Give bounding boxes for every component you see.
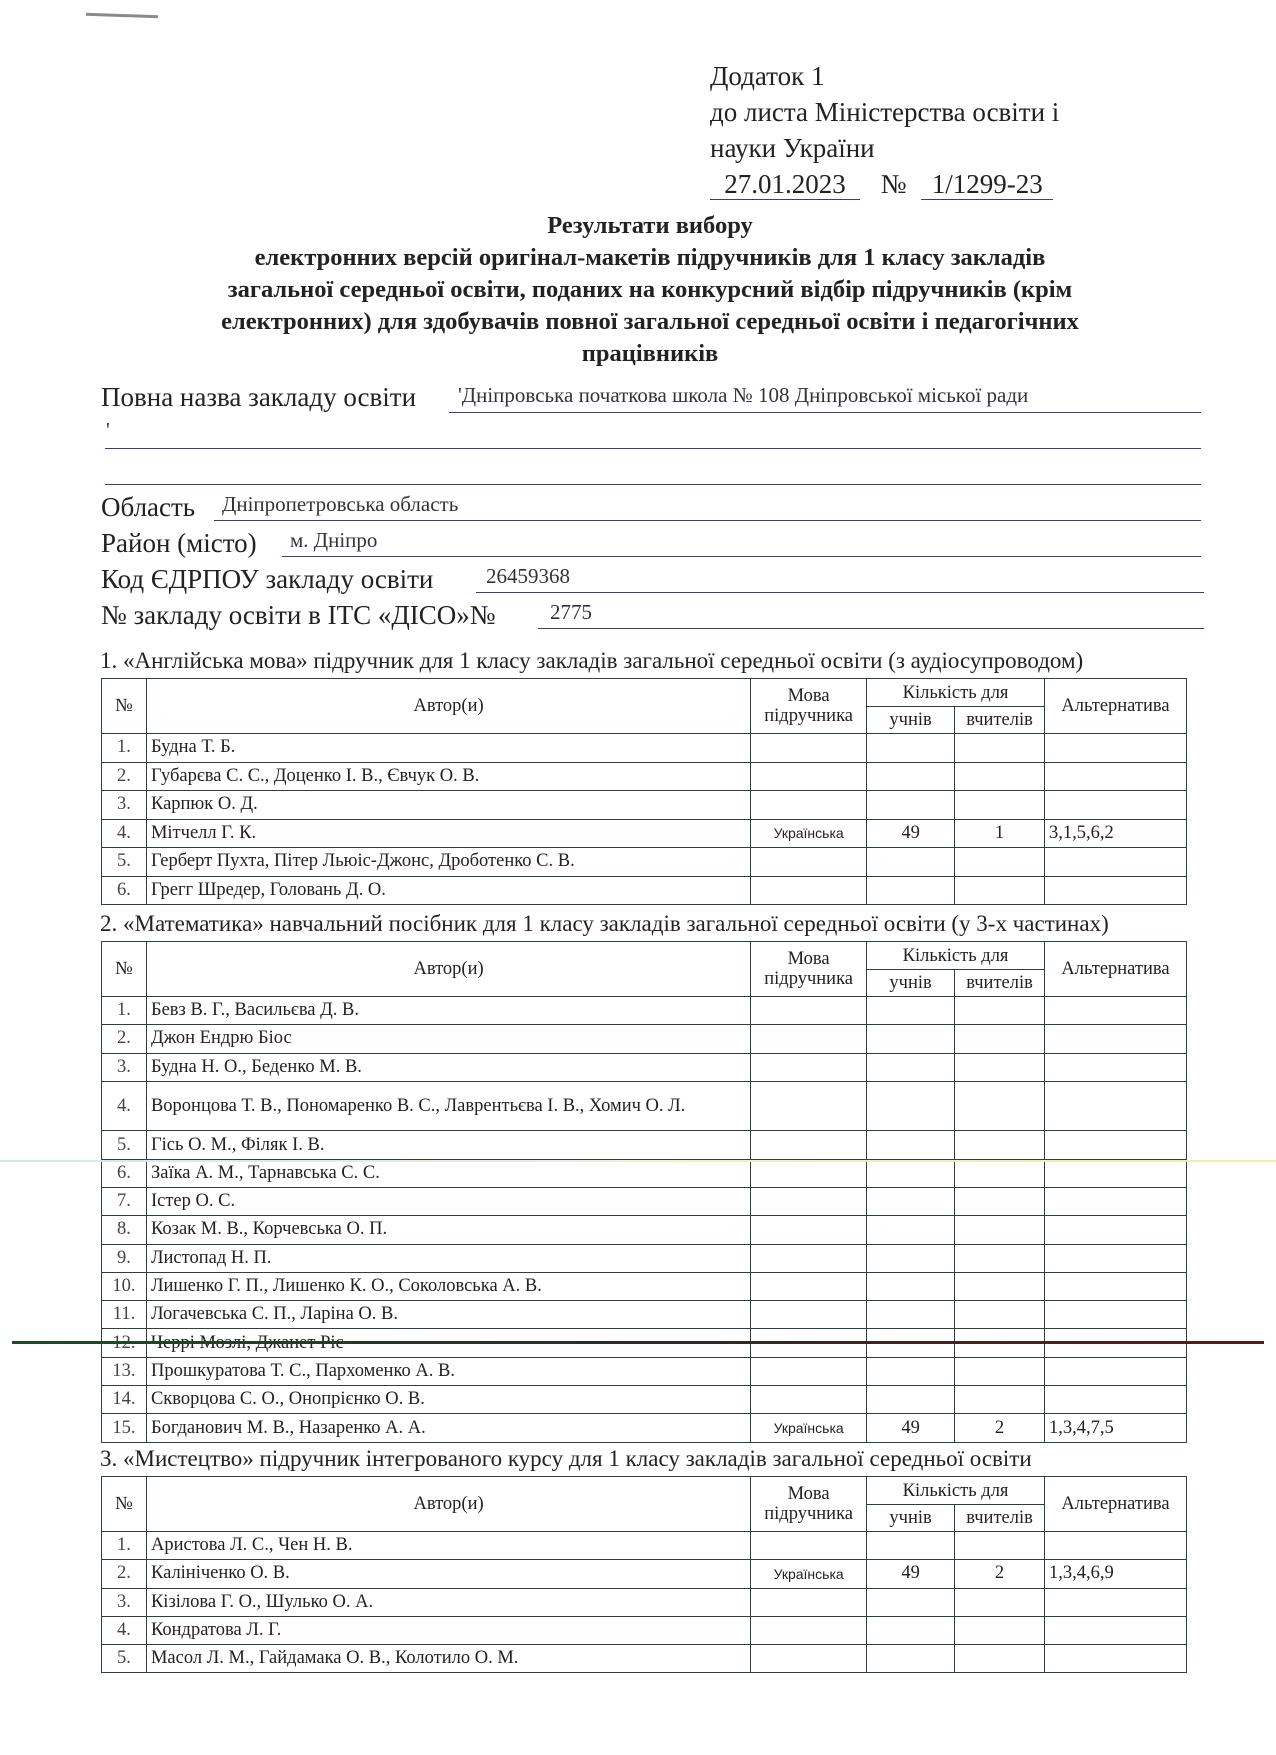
table-row: [102, 1131, 1187, 1159]
row-alternative: [1045, 1301, 1187, 1329]
row-alternative: [1045, 1616, 1187, 1644]
row-language: [751, 1053, 867, 1081]
row-teachers: [955, 1131, 1045, 1159]
table-row: [102, 1188, 1187, 1216]
row-language: [751, 1645, 867, 1673]
row-alternative: [1045, 1272, 1187, 1300]
row-authors: Калініченко О. В.: [146, 1560, 750, 1588]
header-authors: Автор(и): [146, 942, 750, 997]
section-3-title: 3. «Мистецтво» підручник інтегрованого курсу для 1 класу закладів загальної середньої освіти: [100, 1446, 1032, 1471]
school-name-label: Повна назва закладу освіти: [101, 382, 417, 412]
row-students: [867, 1053, 955, 1081]
row-language: [751, 997, 867, 1025]
addendum-line-3: науки України: [710, 133, 875, 163]
row-students: [867, 734, 955, 763]
row-teachers: [955, 791, 1045, 820]
header-students: учнів: [867, 1505, 955, 1532]
row-students: 49: [867, 1414, 955, 1442]
row-teachers: [955, 1357, 1045, 1385]
row-language: [751, 1301, 867, 1329]
row-authors: Масол Л. М., Гайдамака О. В., Колотило О. М.: [146, 1645, 750, 1673]
scan-mark: [86, 13, 158, 19]
row-alternative: [1045, 876, 1187, 905]
row-teachers: 2: [955, 1560, 1045, 1588]
header-language: Мова підручника: [751, 679, 867, 734]
row-students: [867, 1272, 955, 1300]
row-number: 3.: [102, 1588, 147, 1616]
row-authors: Мітчелл Г. К.: [146, 819, 750, 848]
section-2-table: [101, 941, 1187, 1443]
row-authors: Джон Ендрю Біос: [146, 1025, 750, 1053]
row-students: [867, 762, 955, 791]
region-label: Область: [101, 492, 196, 522]
header-authors: Автор(и): [146, 1477, 750, 1532]
district-line: [282, 556, 1201, 557]
row-alternative: 1,3,4,7,5: [1045, 1414, 1187, 1442]
row-alternative: [1045, 734, 1187, 763]
row-teachers: [955, 876, 1045, 905]
header-teachers: вчителів: [955, 707, 1045, 734]
row-alternative: [1045, 791, 1187, 820]
title-line-3: загальної середньої освіти, поданих на конкурсний відбір підручників (крім: [227, 276, 1073, 303]
header-students: учнів: [867, 970, 955, 997]
table-row: [102, 1588, 1187, 1616]
row-alternative: [1045, 1386, 1187, 1414]
row-number: 2.: [102, 1560, 147, 1588]
title-line-5: працівників: [581, 340, 719, 367]
row-teachers: [955, 1532, 1045, 1560]
addendum-block: [710, 58, 1059, 202]
header-no: №: [102, 679, 147, 734]
row-teachers: [955, 1216, 1045, 1244]
row-language: [751, 1588, 867, 1616]
row-teachers: [955, 848, 1045, 877]
row-number: 1.: [102, 997, 147, 1025]
header-no: №: [102, 1477, 147, 1532]
table-row: [102, 1414, 1187, 1442]
itc-label: № закладу освіти в ІТС «ДІСО»№: [101, 600, 496, 630]
row-alternative: [1045, 1532, 1187, 1560]
row-number: 6.: [102, 1159, 147, 1187]
row-students: [867, 1386, 955, 1414]
row-number: 4.: [102, 819, 147, 848]
table-row: [102, 734, 1187, 763]
section-3-table: [101, 1476, 1187, 1673]
row-students: [867, 1645, 955, 1673]
row-teachers: [955, 1244, 1045, 1272]
row-language: [751, 1616, 867, 1644]
table-row: [102, 1216, 1187, 1244]
row-teachers: [955, 1159, 1045, 1187]
row-teachers: 1: [955, 819, 1045, 848]
addendum-line-2: до листа Міністерства освіти і: [710, 97, 1060, 127]
row-language: [751, 1357, 867, 1385]
row-language: [751, 1244, 867, 1272]
row-language: [751, 1216, 867, 1244]
header-language: Мова підручника: [751, 942, 867, 997]
row-students: [867, 1131, 955, 1159]
row-authors: Кізілова Г. О., Шулько О. А.: [146, 1588, 750, 1616]
row-language: [751, 734, 867, 763]
row-teachers: [955, 1645, 1045, 1673]
row-teachers: [955, 1616, 1045, 1644]
table-row: [102, 1053, 1187, 1081]
row-authors: Заїка А. М., Тарнавська С. С.: [146, 1159, 750, 1187]
itc-value: 2775: [550, 600, 592, 624]
table-row: [102, 791, 1187, 820]
row-students: [867, 876, 955, 905]
row-alternative: [1045, 1216, 1187, 1244]
row-authors: Губарєва С. С., Доценко І. В., Євчук О. В.: [146, 762, 750, 791]
header-count: Кількість для: [867, 1477, 1045, 1505]
row-students: 49: [867, 819, 955, 848]
row-authors: Лишенко Г. П., Лишенко К. О., Соколовська А. В.: [146, 1272, 750, 1300]
row-language: [751, 1386, 867, 1414]
row-language: [751, 762, 867, 791]
row-authors: Прошкуратова Т. С., Пархоменко А. В.: [146, 1357, 750, 1385]
row-number: 5.: [102, 1645, 147, 1673]
region-value: Дніпропетровська область: [222, 492, 459, 516]
row-teachers: [955, 1301, 1045, 1329]
table-row: [102, 1301, 1187, 1329]
row-language: Українська: [751, 1560, 867, 1588]
row-number: 4.: [102, 1616, 147, 1644]
row-authors: Листопад Н. П.: [146, 1244, 750, 1272]
row-authors: Карпюк О. Д.: [146, 791, 750, 820]
table-row: [102, 1616, 1187, 1644]
table-row: [102, 1386, 1187, 1414]
header-alternative: Альтернатива: [1045, 679, 1187, 734]
row-alternative: [1045, 848, 1187, 877]
row-students: [867, 997, 955, 1025]
row-students: [867, 791, 955, 820]
itc-line: [538, 628, 1204, 629]
scan-stripe: [0, 1160, 1276, 1162]
row-students: [867, 1188, 955, 1216]
row-authors: Богданович М. В., Назаренко А. А.: [146, 1414, 750, 1442]
row-number: 10.: [102, 1272, 147, 1300]
table-row: [102, 997, 1187, 1025]
row-alternative: 3,1,5,6,2: [1045, 819, 1187, 848]
row-teachers: [955, 997, 1045, 1025]
row-students: 49: [867, 1560, 955, 1588]
row-teachers: 2: [955, 1414, 1045, 1442]
row-students: [867, 1025, 955, 1053]
row-authors: Герберт Пухта, Пітер Льюіс-Джонс, Дроботенко С. В.: [146, 848, 750, 877]
header-count: Кількість для: [867, 679, 1045, 707]
row-students: [867, 1588, 955, 1616]
row-number: 5.: [102, 1131, 147, 1159]
header-alternative: Альтернатива: [1045, 1477, 1187, 1532]
section-2-rows: [102, 997, 1187, 1443]
row-language: [751, 1081, 867, 1131]
section-1-title: 1. «Англійська мова» підручник для 1 класу закладів загальної середньої освіти (з аудіосупроводом): [100, 648, 1084, 673]
table-row: [102, 819, 1187, 848]
row-language: Українська: [751, 1414, 867, 1442]
header-teachers: вчителів: [955, 1505, 1045, 1532]
table-row: [102, 1159, 1187, 1187]
row-students: [867, 1216, 955, 1244]
row-alternative: [1045, 1645, 1187, 1673]
row-language: [751, 1188, 867, 1216]
row-language: [751, 791, 867, 820]
school-name-value-cont: ': [106, 418, 110, 442]
row-number: 7.: [102, 1188, 147, 1216]
section-1-table: [101, 678, 1187, 905]
school-name-line-2: [105, 448, 1201, 449]
row-number: 4.: [102, 1081, 147, 1131]
row-number: 13.: [102, 1357, 147, 1385]
region-line: [214, 520, 1201, 521]
row-teachers: [955, 1188, 1045, 1216]
row-language: [751, 1272, 867, 1300]
row-language: [751, 876, 867, 905]
section-1-rows: [102, 734, 1187, 905]
row-students: [867, 848, 955, 877]
table-row: [102, 1244, 1187, 1272]
row-authors: Скворцова С. О., Онопрієнко О. В.: [146, 1386, 750, 1414]
row-alternative: [1045, 997, 1187, 1025]
header-count: Кількість для: [867, 942, 1045, 970]
row-authors: Логачевська С. П., Ларіна О. В.: [146, 1301, 750, 1329]
school-name-value: 'Дніпровська початкова школа № 108 Дніпровської міської ради: [458, 383, 1029, 407]
row-number: 3.: [102, 1053, 147, 1081]
addendum-reference: [710, 166, 1059, 202]
row-number: 6.: [102, 876, 147, 905]
row-teachers: [955, 1053, 1045, 1081]
header-teachers: вчителів: [955, 970, 1045, 997]
header-authors: Автор(и): [146, 679, 750, 734]
table-row: [102, 1532, 1187, 1560]
row-authors: Грегг Шредер, Головань Д. О.: [146, 876, 750, 905]
row-alternative: [1045, 1357, 1187, 1385]
row-number: 14.: [102, 1386, 147, 1414]
row-alternative: [1045, 1081, 1187, 1131]
addendum-line-1: Додаток 1: [710, 61, 825, 91]
number-sign: №: [880, 169, 907, 199]
row-alternative: [1045, 762, 1187, 791]
school-name-line-3: [105, 484, 1201, 485]
row-alternative: [1045, 1244, 1187, 1272]
row-students: [867, 1301, 955, 1329]
title-line-2: електронних версій оригінал-макетів підручників для 1 класу закладів: [254, 244, 1046, 271]
row-teachers: [955, 1081, 1045, 1131]
edrpou-label: Код ЄДРПОУ закладу освіти: [101, 564, 434, 594]
document-title: [140, 210, 1160, 370]
row-teachers: [955, 1025, 1045, 1053]
table-row: [102, 762, 1187, 791]
table-row: [102, 848, 1187, 877]
row-language: [751, 848, 867, 877]
header-no: №: [102, 942, 147, 997]
header-language: Мова підручника: [751, 1477, 867, 1532]
row-number: 8.: [102, 1216, 147, 1244]
header-alternative: Альтернатива: [1045, 942, 1187, 997]
table-row: [102, 1025, 1187, 1053]
row-authors: Бевз В. Г., Васильєва Д. В.: [146, 997, 750, 1025]
row-students: [867, 1081, 955, 1131]
table-row: [102, 1357, 1187, 1385]
row-authors: Кондратова Л. Г.: [146, 1616, 750, 1644]
title-line-1: Результати вибору: [547, 212, 753, 239]
row-teachers: [955, 1386, 1045, 1414]
row-number: 3.: [102, 791, 147, 820]
table-row: [102, 1081, 1187, 1131]
row-alternative: [1045, 1588, 1187, 1616]
row-authors: Будна Н. О., Беденко М. В.: [146, 1053, 750, 1081]
row-number: 9.: [102, 1244, 147, 1272]
school-name-line: [449, 412, 1201, 413]
district-value: м. Дніпро: [290, 528, 378, 552]
row-language: [751, 1159, 867, 1187]
row-alternative: [1045, 1053, 1187, 1081]
row-authors: Воронцова Т. В., Пономаренко В. С., Лаврентьєва І. В., Хомич О. Л.: [146, 1081, 750, 1131]
row-number: 1.: [102, 1532, 147, 1560]
edrpou-value: 26459368: [486, 564, 570, 588]
row-alternative: [1045, 1188, 1187, 1216]
letter-number: 1/1299-23: [921, 169, 1053, 200]
row-teachers: [955, 1588, 1045, 1616]
row-alternative: [1045, 1159, 1187, 1187]
row-number: 11.: [102, 1301, 147, 1329]
row-students: [867, 1159, 955, 1187]
row-students: [867, 1532, 955, 1560]
row-language: Українська: [751, 819, 867, 848]
row-students: [867, 1244, 955, 1272]
row-number: 15.: [102, 1414, 147, 1442]
table-row: [102, 1560, 1187, 1588]
scan-stripe-dark: [12, 1341, 1264, 1344]
row-authors: Істер О. С.: [146, 1188, 750, 1216]
header-students: учнів: [867, 707, 955, 734]
row-number: 2.: [102, 762, 147, 791]
row-number: 2.: [102, 1025, 147, 1053]
row-alternative: [1045, 1025, 1187, 1053]
row-authors: Гісь О. М., Філяк І. В.: [146, 1131, 750, 1159]
section-3-rows: [102, 1532, 1187, 1673]
row-teachers: [955, 1272, 1045, 1300]
row-students: [867, 1357, 955, 1385]
title-line-4: електронних) для здобувачів повної загальної середньої освіти і педагогічних: [221, 308, 1079, 335]
row-alternative: 1,3,4,6,9: [1045, 1560, 1187, 1588]
row-authors: Будна Т. Б.: [146, 734, 750, 763]
row-students: [867, 1616, 955, 1644]
row-language: [751, 1532, 867, 1560]
row-teachers: [955, 762, 1045, 791]
row-number: 1.: [102, 734, 147, 763]
row-alternative: [1045, 1131, 1187, 1159]
district-label: Район (місто): [101, 528, 257, 558]
row-number: 5.: [102, 848, 147, 877]
table-row: [102, 1272, 1187, 1300]
table-row: [102, 1645, 1187, 1673]
row-language: [751, 1025, 867, 1053]
row-authors: Козак М. В., Корчевська О. П.: [146, 1216, 750, 1244]
edrpou-line: [476, 592, 1204, 593]
table-row: [102, 876, 1187, 905]
section-2-title: 2. «Математика» навчальний посібник для 1 класу закладів загальної середньої освіти (у 3-х частинах): [100, 911, 1109, 936]
row-language: [751, 1131, 867, 1159]
row-authors: Аристова Л. С., Чен Н. В.: [146, 1532, 750, 1560]
row-teachers: [955, 734, 1045, 763]
letter-date: 27.01.2023: [710, 169, 860, 200]
